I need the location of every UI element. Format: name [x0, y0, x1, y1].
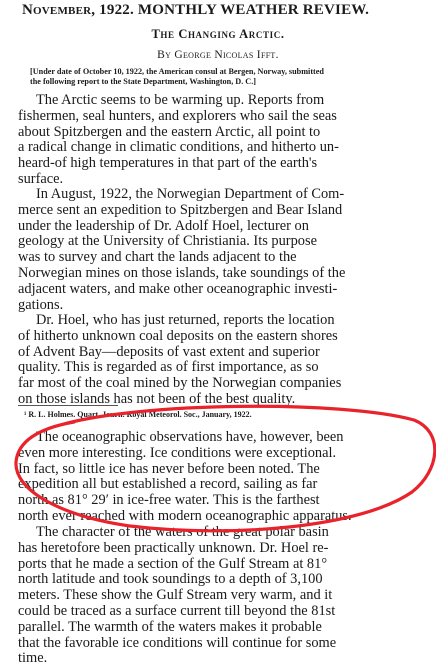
issue-date: November, 1922. — [22, 2, 134, 18]
running-header — [22, 2, 422, 19]
journal-name: MONTHLY WEATHER REVIEW. — [137, 2, 370, 18]
article-title: The Changing Arctic. — [151, 27, 285, 41]
paragraph-2: In August, 1922, the Norwegian Department of Com- merce sent an expedition to Spitzbergen and Bear Island under the leadership of Dr. Adolf Hoel, lecturer on geology at the University of Christiania. Its purpose was to survey and chart the lands adjacent to the Norwegian mines on those islands, take soundings of the adjacent waters, and make other oceanographic investi- gations. — [18, 186, 346, 313]
article-byline: By George Nicolas Ifft. — [157, 49, 279, 61]
paragraph-3: Dr. Hoel, who has just returned, reports the location of hitherto unknown coal deposits on the eastern shores of Advent Bay—deposits of vast extent and superior quality. This is regarded as of first importance, as so far most of the coal mined by the Norwegian companies on those islands has not been of the best quality. — [18, 312, 342, 407]
paragraph-5: The character of the waters of the great polar basin has heretofore been practically unknown. Dr. Hoel re- ports that he made a section of the Gulf Stream at 81° north latitude and took soundings to a depth of 3,100 meters. These show the Gulf Stream very warm, and it could be traced as a surface current till beyond the 81st parallel. The warmth of the waters makes it probable that the favorable ice conditions will continue for some time. — [18, 524, 337, 667]
footnote-rule — [18, 405, 118, 406]
editorial-note: [Under date of October 10, 1922, the American consul at Bergen, Norway, submitted the following report to the State Department, Washington, D. C.] — [30, 67, 324, 86]
paragraph-1: The Arctic seems to be warming up. Reports from fishermen, seal hunters, and explorers who sail the seas about Spitzbergen and the eastern Arctic, all point to a radical change in climatic conditions, and hitherto un- heard-of high temperatures in that part of the earth's surface. — [18, 92, 339, 187]
paragraph-4: The oceanographic observations have, however, been even more interesting. Ice conditions were exceptional. In fact, so little ice has never before been noted. The expedition all but established a record, sailing as far north as 81° 29′ in ice-free water. This is the farthest north ever reached with modern oceanographic apparatus. — [18, 429, 352, 524]
footnote: ¹ R. L. Holmes. Quart. Journ. Royal Meteorol. Soc., January, 1922. — [24, 410, 252, 419]
